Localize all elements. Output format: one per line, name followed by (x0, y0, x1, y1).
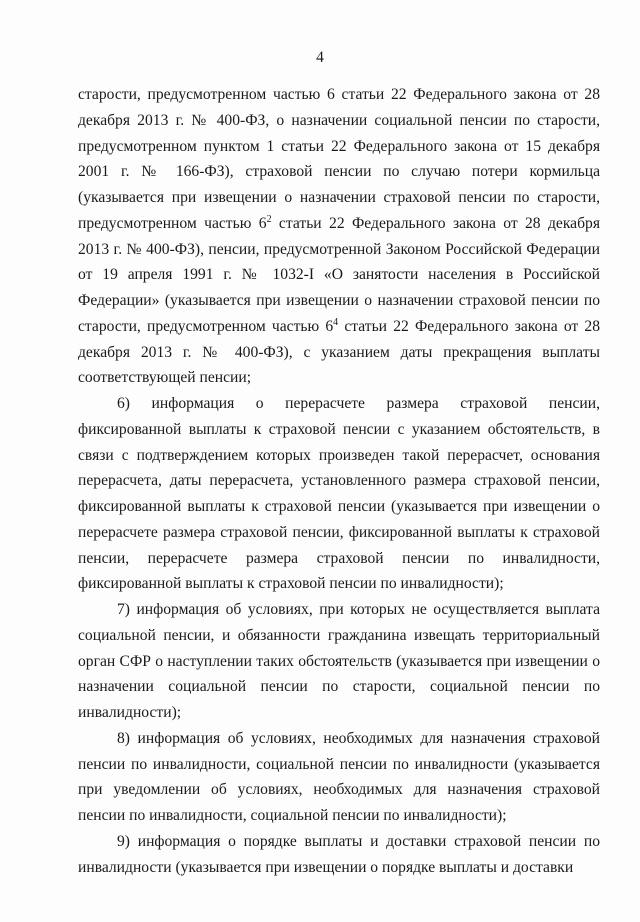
paragraph (78, 597, 600, 726)
paragraph (78, 391, 600, 597)
paragraph-text: 6) информация о перерасчете размера страховой пенсии, фиксированной выплаты к страховой пенсии с указанием обстоятельств, в связи с подтверждением которых произведен такой перерасчет, основания перерасчета, даты перерасчета, установленного размера страховой пенсии, фиксированной выплаты к страховой пенсии (указывается при извещении о перерасчете размера страховой пенсии, фиксированной выплаты к страховой пенсии, перерасчете размера страховой пенсии по инвалидности, фиксированной выплаты к страховой пенсии по инвалидности); (78, 395, 600, 593)
paragraph-text: старости, предусмотренном частью 6 статьи 22 Федерального закона от 28 декабря 2013 г. № 400-ФЗ, о назначении социальной пенсии по старости, предусмотренном пунктом 1 статьи 22 Федерального закона от 15 декабря 2001 г. № 166-ФЗ), страховой пенсии по случаю потери кормильца (указывается при извещении о назначении страховой пенсии по старости, предусмотренном частью 6 (78, 86, 600, 232)
paragraph-text: 9) информация о порядке выплаты и доставки страховой пенсии по инвалидности (указывается при извещении о порядке выплаты и доставки (78, 832, 600, 876)
paragraph (78, 726, 600, 829)
paragraph (78, 829, 600, 881)
paragraph-text: статьи 22 Федерального закона от 28 декабря 2013 г. № 400-ФЗ), пенсии, предусмотренной Законом Российской Федерации от 19 апреля 1991 г. № 1032-I «О занятости населения в Российской Федерации» (указывается при извещении о назначении страховой пенсии по старости, предусмотренном частью 6 (78, 214, 600, 335)
superscript-number: 2 (266, 213, 272, 225)
paragraph (78, 82, 600, 391)
superscript-number: 4 (333, 316, 339, 328)
paragraph-text: 8) информация об условиях, необходимых для назначения страховой пенсии по инвалидности, социальной пенсии по инвалидности (указывается при уведомлении об условиях, необходимых для назначения страховой пенсии по инвалидности, социальной пенсии по инвалидности); (78, 729, 600, 824)
paragraph-text: 7) информация об условиях, при которых не осуществляется выплата социальной пенсии, и обязанности гражданина извещать территориальный орган СФР о наступлении таких обстоятельств (указывается при извещении о назначении социальной пенсии по старости, социальной пенсии по инвалидности); (78, 601, 600, 721)
page-number: 4 (316, 49, 324, 66)
document-body (78, 82, 600, 880)
paragraph-text: статьи 22 Федерального закона от 28 декабря 2013 г. № 400-ФЗ), с указанием даты прекращения выплаты соответствующей пенсии; (78, 317, 600, 387)
